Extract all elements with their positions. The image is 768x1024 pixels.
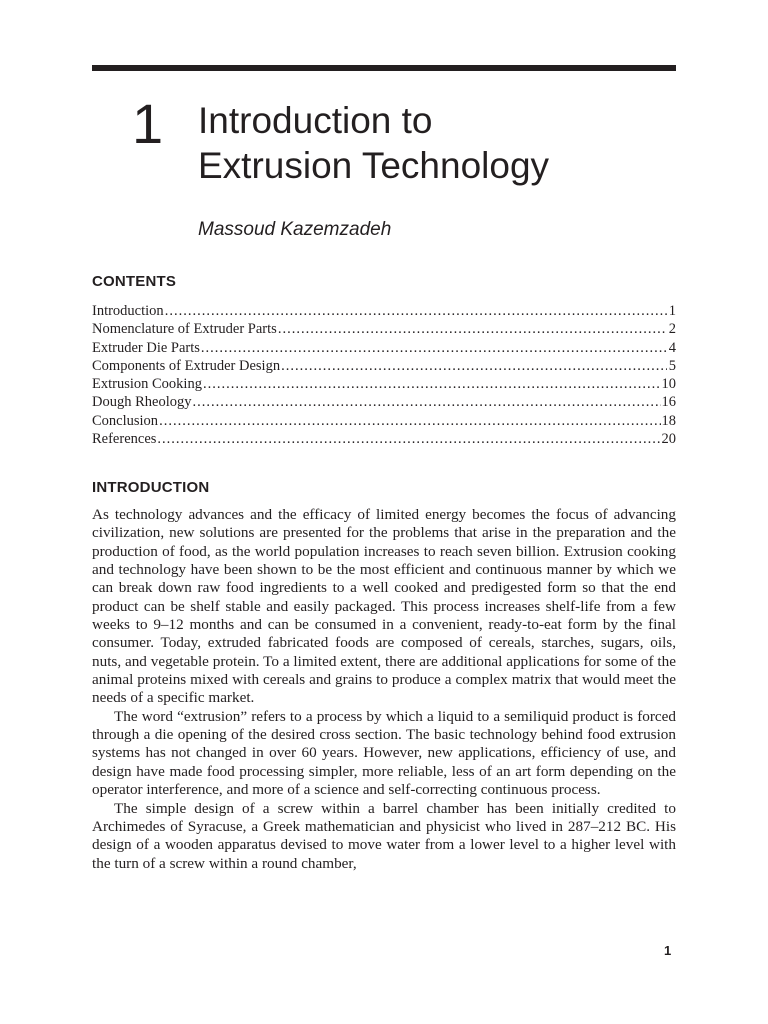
contents-heading: CONTENTS — [92, 273, 177, 290]
toc-entry-label: Extruder Die Parts — [92, 339, 200, 356]
toc-entry-page: 16 — [661, 394, 676, 411]
toc-entry-label: Extrusion Cooking — [92, 376, 202, 393]
toc-entry-page: 2 — [668, 321, 676, 338]
toc-entry-label: Nomenclature of Extruder Parts — [92, 321, 277, 338]
introduction-body — [92, 506, 676, 873]
chapter-title-line-2: Extrusion Technology — [198, 145, 550, 186]
toc-entry-label: References — [92, 431, 157, 448]
chapter-title — [198, 98, 668, 188]
toc-entry-page: 1 — [668, 303, 676, 319]
page-number: 1 — [664, 943, 672, 958]
toc-leader-dots — [159, 412, 660, 430]
toc-leader-dots — [165, 302, 667, 320]
toc-entry[interactable] — [92, 339, 676, 357]
toc-leader-dots — [203, 375, 661, 393]
body-paragraph: The word “extrusion” refers to a process by which a liquid to a semiliquid product is forced through a die opening of the desired cross section. The basic technology behind food extrusion systems has not changed in over 60 years. However, new applications, efficiency of use, and design have made food processing simpler, more reliable, less of an art form depending on the operator interference, and more of a science and self-correcting continuous process. — [92, 707, 676, 799]
toc-leader-dots — [157, 430, 660, 448]
toc-entry-label: Introduction — [92, 303, 164, 319]
toc-entry[interactable] — [92, 393, 676, 411]
chapter-top-rule — [92, 65, 676, 71]
toc-leader-dots — [192, 393, 660, 411]
chapter-title-line-1: Introduction to — [198, 100, 433, 141]
toc-leader-dots — [281, 357, 667, 375]
body-paragraph: The simple design of a screw within a barrel chamber has been initially credited to Archimedes of Syracuse, a Greek mathematician and physicist who lived in 287–212 BC. His design of a wooden apparatus devised to move water from a lower level to a higher level with the turn of a screw within a round chamber, — [92, 799, 676, 872]
toc-entry-label: Conclusion — [92, 412, 159, 429]
introduction-heading: INTRODUCTION — [92, 479, 210, 496]
toc-entry-label: Components of Extruder Design — [92, 357, 281, 374]
toc-entry-page: 18 — [661, 412, 676, 429]
toc-entry-page: 10 — [661, 376, 676, 393]
toc-entry-page: 20 — [661, 431, 676, 448]
toc-entry-label: Dough Rheology — [92, 394, 192, 411]
toc-leader-dots — [201, 339, 667, 357]
toc-entry-page: 5 — [668, 357, 676, 374]
toc-entry[interactable] — [92, 412, 676, 430]
body-paragraph: As technology advances and the efficacy of limited energy becomes the focus of advancing civilization, new solutions are presented for the problems that arise in the preparation and the production of food, as the world population increases to reach seven billion. Extrusion cooking and technology have been shown to be the most efficient and continuous manner by which we can break down raw food ingredients to a well cooked and predigested form so that the end product can be shelf stable and easily packaged. This process increases shelf-life from a few weeks to 9–12 months and can be consumed in a convenient, ready-to-eat form by the final consumer. Today, extruded fabricated foods are composed of cereals, starches, sugars, oils, nuts, and vegetable protein. To a limited extent, there are additional applications for some of the animal proteins mixed with cereals and grains to produce a complex matrix that would meet the needs of a specific market. — [92, 506, 676, 707]
toc-entry-page: 4 — [668, 339, 676, 356]
chapter-author: Massoud Kazemzadeh — [198, 219, 392, 240]
toc-entry[interactable] — [92, 320, 676, 338]
toc-leader-dots — [278, 320, 667, 338]
table-of-contents — [92, 302, 676, 448]
toc-entry[interactable] — [92, 430, 676, 448]
chapter-number: 1 — [132, 92, 164, 155]
toc-entry[interactable] — [92, 302, 676, 320]
toc-entry[interactable] — [92, 375, 676, 393]
toc-entry[interactable] — [92, 357, 676, 375]
